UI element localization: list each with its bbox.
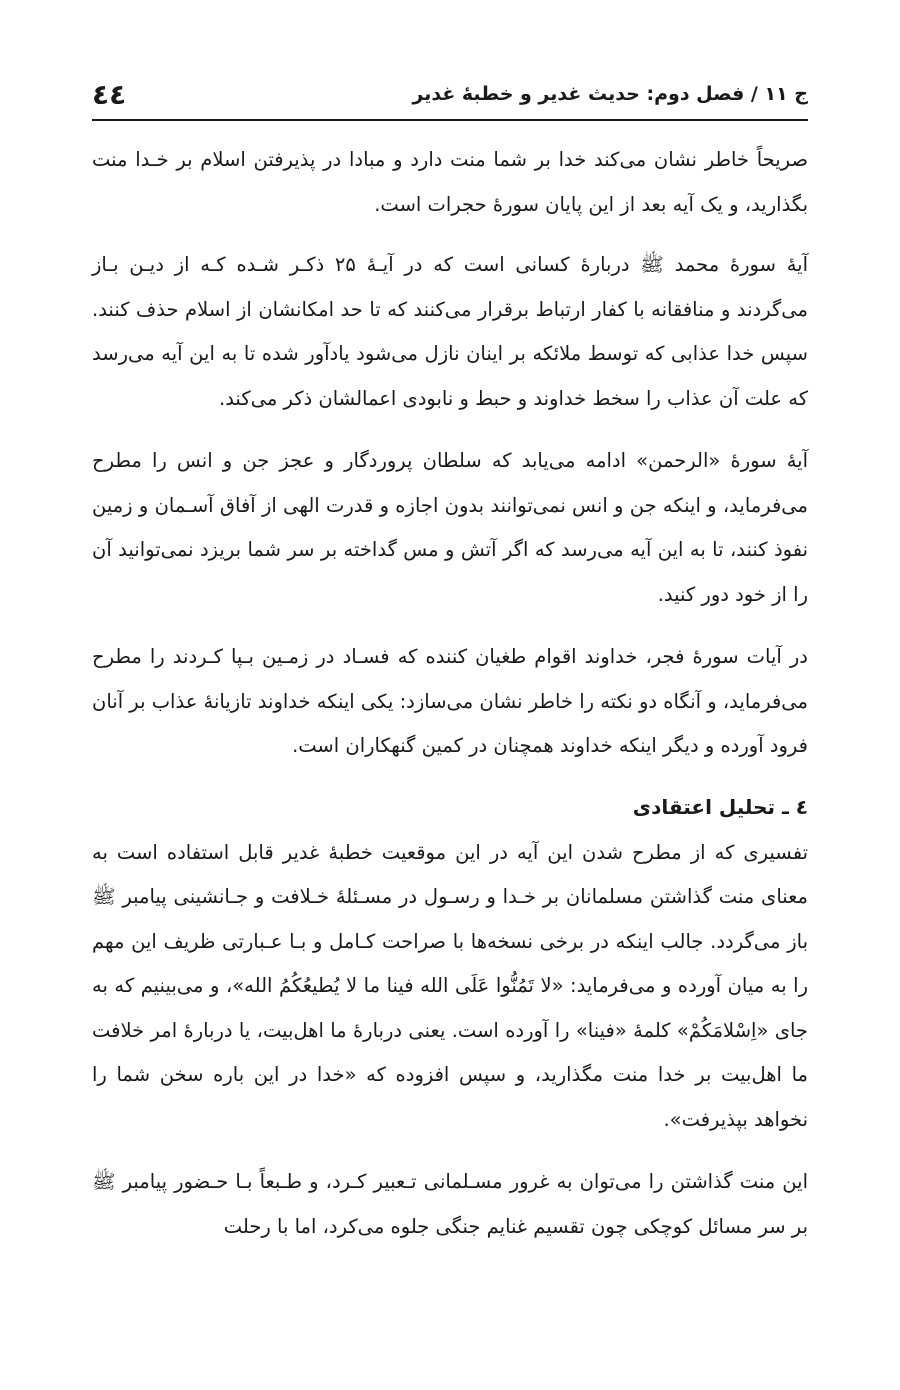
header-divider: [92, 119, 808, 121]
page-body: [92, 138, 808, 1267]
paragraph-1: صریحاً خاطر نشان می‌کند خدا بر شما منت دارد و مبادا در پذیرفتن اسلام بر خـدا منت بگذارید، و یک آیه بعد از این پایان سورهٔ حجرات است.: [92, 148, 808, 216]
paragraph-4: در آیات سورهٔ فجر، خداوند اقوام طغیان کننده که فسـاد در زمـین بـپا کـردند را مطرح می‌فرماید، و آنگاه دو نکته را خاطر نشان می‌سازد: یکی اینکه خداوند تازیانهٔ عذاب بر آنان فرود آورده و دیگر اینکه خداوند همچنان در کمین گنهکاران است.: [92, 645, 808, 757]
section-heading: ٤ ـ تحلیل اعتقادی: [632, 794, 808, 819]
paragraph-2: آیهٔ سورهٔ محمد ﷺ دربارهٔ کسانی است که در آیـهٔ ۲۵ ذکـر شـده کـه از دیـن بـاز می‌گردند و منافقانه با کفار ارتباط برقرار می‌کنند که تا حد امکانشان از اسلام حذف کنند. سپس خدا عذابی که توسط ملائکه بر اینان نازل می‌شود یادآور شده تا به این آیه می‌رسد که علت آن عذاب را سخط خداوند و حبط و نابودی اعمالشان ذکر می‌کند.: [92, 253, 808, 410]
paragraph-3: آیهٔ سورهٔ «الرحمن» ادامه می‌یابد که سلطان پروردگار و عجز جن و انس را مطرح می‌فرماید، و اینکه جن و انس نمی‌توانند بدون اجازه و قدرت الهی از آفاق آسـمان و زمین نفوذ کنند، تا به این آیه می‌رسد که اگر آتش و مس گداخته بر سر شما بریزد نمی‌توانید آن را از خود دور کنید.: [92, 449, 808, 606]
page-number: ٤٤: [92, 77, 127, 111]
page-header: [92, 72, 808, 116]
book-page: [92, 0, 808, 1390]
running-head: ج ١١ / فصل دوم: حدیث غدیر و خطبهٔ غدیر: [412, 83, 808, 105]
section-paragraph-2: این منت گذاشتن را می‌توان به غرور مسـلمانی تـعبیر کـرد، و طـبعاً بـا حـضور پیامبر ﷺ بر سر مسائل کوچکی چون تقسیم غنایم جنگی جلوه می‌کرد، اما با رحلت: [92, 1170, 808, 1238]
section-paragraph-1: تفسیری که از مطرح شدن این آیه در این موقعیت خطبهٔ غدیر قابل استفاده است به معنای منت گذاشتن مسلمانان بر خـدا و رسـول در مسـئلهٔ خـلافت و جـانشینی پیامبر ﷺ باز می‌گردد. جالب اینکه در برخی نسخه‌ها با صراحت کـامل و بـا عـبارتی ظریف این مهم را به میان آورده و می‌فرماید: «لا تَمُنُّوا عَلَى الله فينا ما لا يُطيعُكُمُ الله»، و می‌بینیم که به جای «اِسْلامَكُمْ» کلمهٔ «فینا» را آورده است. یعنی دربارهٔ ما اهل‌بیت، یا دربارهٔ امر خلافت ما اهل‌بیت بر خدا منت مگذارید، و سپس افزوده که «خدا در این باره سخن شما را نخواهد بپذیرفت».: [92, 840, 808, 1131]
